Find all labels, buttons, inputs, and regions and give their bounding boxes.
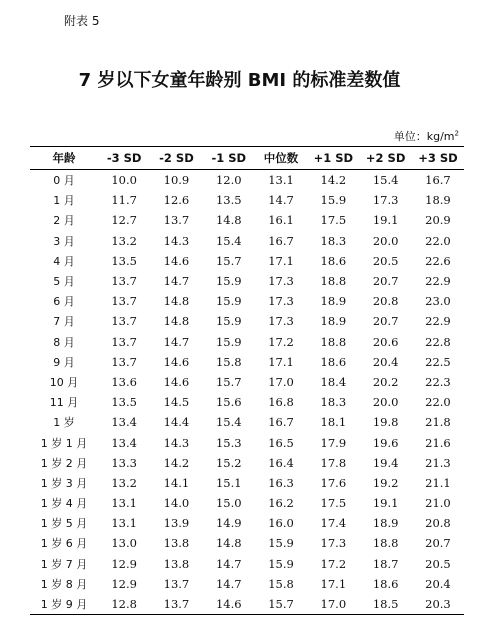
value-cell: 12.9 xyxy=(111,576,137,591)
value-cell: 20.6 xyxy=(372,334,399,349)
value-cell: 13.6 xyxy=(111,374,137,389)
value-cell: 10.0 xyxy=(111,173,137,188)
value-cell: 16.2 xyxy=(268,496,294,511)
value-cell: 20.7 xyxy=(372,274,399,289)
age-cell: 1 岁 6 月 xyxy=(40,537,88,551)
value-cell: 14.0 xyxy=(163,496,190,511)
value-cell: 16.1 xyxy=(268,213,294,228)
value-cell: 10.9 xyxy=(163,173,190,188)
table-row xyxy=(30,574,464,594)
value-cell: 14.6 xyxy=(203,594,255,615)
table-row xyxy=(30,554,464,574)
value-cell: 21.3 xyxy=(425,455,451,470)
value-cell: 15.9 xyxy=(215,294,242,309)
header-minus3sd: -3 SD xyxy=(98,147,150,170)
table-row xyxy=(30,271,464,291)
value-cell: 20.0 xyxy=(372,233,399,248)
table-row xyxy=(30,231,464,251)
value-cell: 17.3 xyxy=(268,294,294,309)
value-cell: 13.9 xyxy=(163,516,190,531)
table-row xyxy=(30,453,464,473)
header-minus2sd: -2 SD xyxy=(150,147,202,170)
value-cell: 17.1 xyxy=(320,576,347,591)
page-title: 7 岁以下女童年龄别 BMI 的标准差数值 xyxy=(78,70,401,91)
unit-superscript: 2 xyxy=(454,129,459,138)
value-cell: 17.6 xyxy=(320,475,347,490)
value-cell: 22.0 xyxy=(425,395,451,410)
value-cell: 17.9 xyxy=(320,435,347,450)
value-cell: 12.7 xyxy=(111,213,137,228)
value-cell: 18.8 xyxy=(320,334,347,349)
value-cell: 22.8 xyxy=(425,334,451,349)
value-cell: 13.7 xyxy=(163,576,190,591)
value-cell: 13.5 xyxy=(215,193,242,208)
value-cell: 13.5 xyxy=(111,395,137,410)
value-cell: 18.7 xyxy=(372,556,399,571)
value-cell: 15.4 xyxy=(215,415,242,430)
value-cell: 12.6 xyxy=(163,193,190,208)
value-cell: 19.4 xyxy=(372,455,399,470)
table-row xyxy=(30,533,464,553)
unit-text: 单位：kg/m xyxy=(393,130,455,143)
value-cell: 13.4 xyxy=(111,435,137,450)
value-cell: 15.2 xyxy=(215,455,242,470)
value-cell: 20.3 xyxy=(412,594,464,615)
age-cell: 3 月 xyxy=(53,234,75,248)
header-plus3sd: +3 SD xyxy=(412,147,464,170)
value-cell: 14.8 xyxy=(215,536,242,551)
value-cell: 14.7 xyxy=(215,556,242,571)
table-row xyxy=(30,352,464,372)
value-cell: 14.7 xyxy=(163,334,190,349)
value-cell: 18.8 xyxy=(320,274,347,289)
value-cell: 16.7 xyxy=(425,173,451,188)
appendix-label: 附表 5 xyxy=(64,14,100,28)
value-cell: 14.9 xyxy=(215,516,242,531)
table-body xyxy=(30,170,464,615)
age-cell: 2 月 xyxy=(53,214,75,228)
value-cell: 15.9 xyxy=(215,314,242,329)
value-cell: 17.3 xyxy=(372,193,399,208)
value-cell: 14.1 xyxy=(163,475,190,490)
value-cell: 15.7 xyxy=(255,594,307,615)
value-cell: 18.6 xyxy=(320,253,347,268)
value-cell: 14.3 xyxy=(163,233,190,248)
value-cell: 14.6 xyxy=(163,253,190,268)
value-cell: 15.6 xyxy=(215,395,242,410)
value-cell: 16.5 xyxy=(268,435,294,450)
value-cell: 17.3 xyxy=(268,314,294,329)
value-cell: 12.0 xyxy=(215,173,242,188)
value-cell: 14.8 xyxy=(215,213,242,228)
value-cell: 21.8 xyxy=(425,415,451,430)
value-cell: 23.0 xyxy=(425,294,451,309)
value-cell: 13.2 xyxy=(111,233,137,248)
age-cell: 1 岁 8 月 xyxy=(40,577,88,591)
value-cell: 13.1 xyxy=(111,516,137,531)
table-row xyxy=(30,513,464,533)
value-cell: 16.7 xyxy=(268,233,294,248)
value-cell: 20.9 xyxy=(425,213,451,228)
value-cell: 16.3 xyxy=(268,475,294,490)
age-cell: 4 月 xyxy=(53,254,75,268)
value-cell: 22.5 xyxy=(425,354,451,369)
value-cell: 13.2 xyxy=(111,475,137,490)
value-cell: 13.1 xyxy=(268,173,294,188)
value-cell: 13.3 xyxy=(111,455,137,470)
table-row xyxy=(30,412,464,432)
value-cell: 20.2 xyxy=(372,374,399,389)
value-cell: 20.4 xyxy=(372,354,399,369)
value-cell: 22.0 xyxy=(425,233,451,248)
value-cell: 14.6 xyxy=(163,374,190,389)
value-cell: 13.7 xyxy=(111,334,137,349)
age-cell: 1 岁 4 月 xyxy=(40,497,88,511)
value-cell: 14.7 xyxy=(215,576,242,591)
value-cell: 14.3 xyxy=(163,435,190,450)
value-cell: 18.9 xyxy=(425,193,451,208)
value-cell: 15.9 xyxy=(268,556,294,571)
value-cell: 15.9 xyxy=(268,536,294,551)
value-cell: 13.5 xyxy=(111,253,137,268)
unit-label xyxy=(394,128,459,144)
age-cell: 9 月 xyxy=(53,355,75,369)
value-cell: 13.7 xyxy=(111,314,137,329)
value-cell: 20.5 xyxy=(425,556,451,571)
value-cell: 13.7 xyxy=(111,354,137,369)
value-cell: 15.0 xyxy=(215,496,242,511)
value-cell: 18.4 xyxy=(320,374,347,389)
value-cell: 21.0 xyxy=(425,496,451,511)
value-cell: 15.7 xyxy=(215,253,242,268)
value-cell: 17.1 xyxy=(268,253,294,268)
value-cell: 18.5 xyxy=(359,594,411,615)
value-cell: 16.0 xyxy=(268,516,294,531)
value-cell: 18.9 xyxy=(320,314,347,329)
value-cell: 15.1 xyxy=(215,475,242,490)
age-cell: 10 月 xyxy=(49,375,79,389)
age-cell: 0 月 xyxy=(53,174,75,188)
table-row xyxy=(30,210,464,230)
value-cell: 11.7 xyxy=(111,193,137,208)
age-cell: 1 岁 5 月 xyxy=(40,517,88,531)
table-row xyxy=(30,251,464,271)
value-cell: 16.4 xyxy=(268,455,294,470)
value-cell: 14.2 xyxy=(163,455,190,470)
value-cell: 15.7 xyxy=(215,374,242,389)
value-cell: 22.3 xyxy=(425,374,451,389)
age-cell: 1 岁 3 月 xyxy=(40,476,88,490)
value-cell: 14.4 xyxy=(163,415,190,430)
value-cell: 16.7 xyxy=(268,415,294,430)
header-plus2sd: +2 SD xyxy=(359,147,411,170)
value-cell: 13.7 xyxy=(111,274,137,289)
value-cell: 15.3 xyxy=(215,435,242,450)
value-cell: 20.7 xyxy=(425,536,451,551)
value-cell: 13.7 xyxy=(163,213,190,228)
value-cell: 19.2 xyxy=(372,475,399,490)
value-cell: 16.8 xyxy=(268,395,294,410)
age-cell: 1 月 xyxy=(53,194,75,208)
value-cell: 17.0 xyxy=(307,594,359,615)
value-cell: 20.0 xyxy=(372,395,399,410)
value-cell: 20.8 xyxy=(372,294,399,309)
value-cell: 13.7 xyxy=(150,594,202,615)
table-row xyxy=(30,311,464,331)
value-cell: 18.6 xyxy=(372,576,399,591)
value-cell: 15.4 xyxy=(215,233,242,248)
table-row xyxy=(30,170,464,191)
bmi-sd-table xyxy=(30,146,464,615)
age-cell: 1 岁 1 月 xyxy=(40,436,88,450)
value-cell: 14.7 xyxy=(268,193,294,208)
value-cell: 20.4 xyxy=(425,576,451,591)
value-cell: 17.5 xyxy=(320,496,347,511)
table-row xyxy=(30,332,464,352)
age-cell: 1 岁 7 月 xyxy=(40,557,88,571)
value-cell: 22.6 xyxy=(425,253,451,268)
value-cell: 17.5 xyxy=(320,213,347,228)
value-cell: 17.8 xyxy=(320,455,347,470)
value-cell: 18.6 xyxy=(320,354,347,369)
value-cell: 15.8 xyxy=(215,354,242,369)
value-cell: 18.3 xyxy=(320,233,347,248)
age-cell: 11 月 xyxy=(49,396,79,410)
value-cell: 17.2 xyxy=(268,334,294,349)
table-row xyxy=(30,291,464,311)
value-cell: 13.4 xyxy=(111,415,137,430)
value-cell: 13.8 xyxy=(163,556,190,571)
table-row xyxy=(30,473,464,493)
value-cell: 18.1 xyxy=(320,415,347,430)
value-cell: 14.8 xyxy=(163,314,190,329)
header-median: 中位数 xyxy=(255,147,307,170)
header-minus1sd: -1 SD xyxy=(203,147,255,170)
value-cell: 20.7 xyxy=(372,314,399,329)
table-row xyxy=(30,372,464,392)
value-cell: 15.8 xyxy=(268,576,294,591)
value-cell: 19.1 xyxy=(372,213,399,228)
value-cell: 12.9 xyxy=(111,556,137,571)
value-cell: 13.8 xyxy=(163,536,190,551)
value-cell: 22.9 xyxy=(425,314,451,329)
age-cell: 1 岁 xyxy=(53,416,75,430)
value-cell: 15.9 xyxy=(215,334,242,349)
value-cell: 18.9 xyxy=(372,516,399,531)
table-row xyxy=(30,392,464,412)
value-cell: 15.4 xyxy=(372,173,399,188)
value-cell: 20.5 xyxy=(372,253,399,268)
value-cell: 20.8 xyxy=(425,516,451,531)
value-cell: 17.3 xyxy=(268,274,294,289)
value-cell: 14.5 xyxy=(163,395,190,410)
value-cell: 19.6 xyxy=(372,435,399,450)
value-cell: 18.3 xyxy=(320,395,347,410)
table-row xyxy=(30,594,464,615)
age-cell: 8 月 xyxy=(53,335,75,349)
age-cell: 5 月 xyxy=(53,275,75,289)
table-row xyxy=(30,190,464,210)
header-age: 年龄 xyxy=(30,147,98,170)
value-cell: 14.7 xyxy=(163,274,190,289)
value-cell: 17.1 xyxy=(268,354,294,369)
value-cell: 19.1 xyxy=(372,496,399,511)
table-header-row xyxy=(30,147,464,170)
value-cell: 17.0 xyxy=(268,374,294,389)
value-cell: 21.6 xyxy=(425,435,451,450)
value-cell: 17.2 xyxy=(320,556,347,571)
value-cell: 13.7 xyxy=(111,294,137,309)
value-cell: 13.0 xyxy=(111,536,137,551)
value-cell: 19.8 xyxy=(372,415,399,430)
value-cell: 17.4 xyxy=(320,516,347,531)
value-cell: 14.6 xyxy=(163,354,190,369)
value-cell: 18.9 xyxy=(320,294,347,309)
age-cell: 1 岁 9 月 xyxy=(30,594,98,615)
age-cell: 6 月 xyxy=(53,295,75,309)
value-cell: 14.2 xyxy=(320,173,347,188)
value-cell: 17.3 xyxy=(320,536,347,551)
age-cell: 7 月 xyxy=(53,315,75,329)
value-cell: 13.1 xyxy=(111,496,137,511)
value-cell: 14.8 xyxy=(163,294,190,309)
value-cell: 21.1 xyxy=(425,475,451,490)
age-cell: 1 岁 2 月 xyxy=(40,456,88,470)
table-row xyxy=(30,432,464,452)
value-cell: 18.8 xyxy=(372,536,399,551)
value-cell: 12.8 xyxy=(98,594,150,615)
header-plus1sd: +1 SD xyxy=(307,147,359,170)
value-cell: 22.9 xyxy=(425,274,451,289)
value-cell: 15.9 xyxy=(320,193,347,208)
value-cell: 15.9 xyxy=(215,274,242,289)
table-row xyxy=(30,493,464,513)
